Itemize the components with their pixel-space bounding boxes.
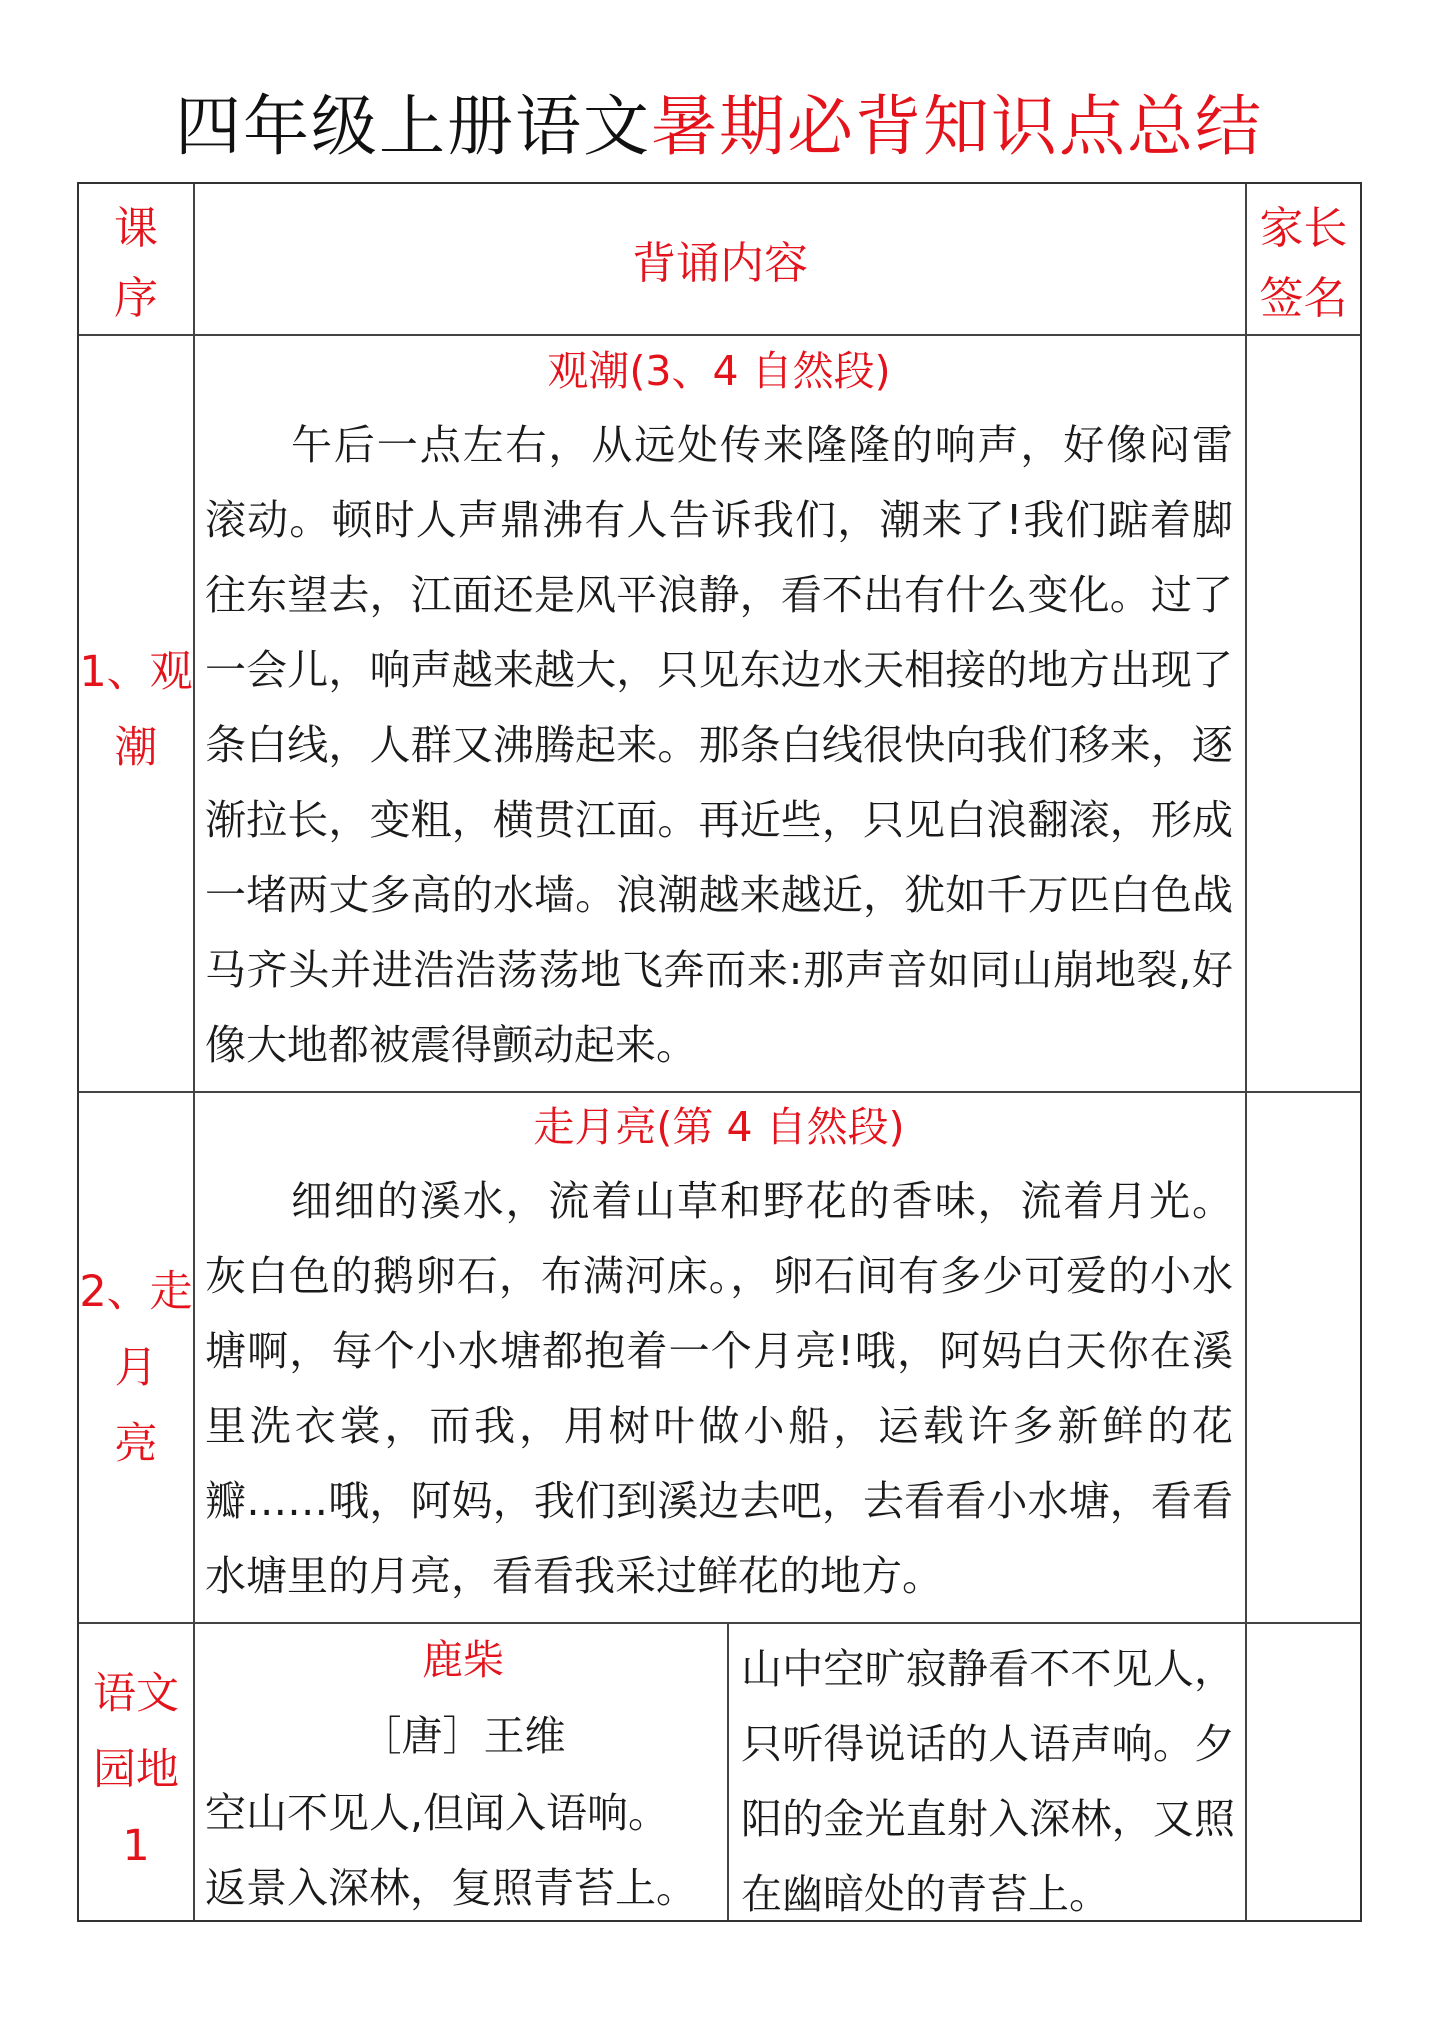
header-content: 背诵内容 xyxy=(632,238,808,289)
poem-line: 返景入深林，复照青苔上。 xyxy=(205,1864,697,1912)
poem-line: 空山不见人,但闻入语响。 xyxy=(205,1789,670,1837)
parent-sign-cell[interactable] xyxy=(1247,1093,1360,1622)
recitation-table xyxy=(77,182,1362,1922)
table-rule xyxy=(79,334,1360,336)
section-title: 观潮(3、4 自然段) xyxy=(547,347,891,395)
lesson-label-line: 1 xyxy=(122,1821,150,1871)
recitation-content xyxy=(205,344,1233,1083)
passage-text: 午后一点左右，从远处传来隆隆的响声，好像闷雷滚动。顿时人声鼎沸有人告诉我们，潮来了!我们踮着脚往东望去，江面还是风平浪静，看不出有什么变化。过了一会儿，响声越来越大，只见东边水天相接的地方出现了条白线，人群又沸腾起来。那条白线很快向我们移来，逐渐拉长，变粗，横贯江面。再近些，只见白浪翻滚，形成一堵两丈多高的水墙。浪潮越来越近，犹如千万匹白色战马齐头并进浩浩荡荡地飞奔而来:那声音如同山崩地裂,好像大地都被震得颤动起来。 xyxy=(205,421,1233,1069)
title-black-part: 四年级上册语文 xyxy=(175,88,651,165)
header-order-line: 课 xyxy=(114,203,158,254)
lesson-label xyxy=(79,1254,193,1482)
header-sign-line: 签名 xyxy=(1259,273,1348,324)
table-rule xyxy=(79,1622,1360,1624)
header-order-line: 序 xyxy=(114,273,158,324)
title-red-part: 暑期必背知识点总结 xyxy=(651,88,1263,165)
lesson-label-line: 语文 xyxy=(93,1669,179,1719)
lesson-label-line: 2、走 xyxy=(79,1267,193,1317)
parent-sign-cell[interactable] xyxy=(1247,1624,1360,1920)
lesson-label xyxy=(79,1656,193,1884)
lesson-label-line: 1、观 xyxy=(79,647,193,697)
lesson-label xyxy=(79,634,193,786)
header-order xyxy=(79,194,193,334)
lesson-label-line: 亮 xyxy=(114,1419,158,1469)
poem-cell xyxy=(205,1630,721,1926)
parent-sign-cell[interactable] xyxy=(1247,336,1360,1091)
poem-translation: 山中空旷寂静看不不见人，只听得说话的人语声响。夕阳的金光直射入深林，又照在幽暗处的青苔上。 xyxy=(741,1645,1235,1918)
header-sign-line: 家长 xyxy=(1259,203,1348,254)
table-rule xyxy=(79,1091,1360,1093)
lesson-label-line: 月 xyxy=(114,1343,158,1393)
lesson-label-line: 潮 xyxy=(114,723,158,773)
section-title: 走月亮(第 4 自然段) xyxy=(533,1103,905,1151)
table-rule xyxy=(193,184,195,1920)
recitation-content xyxy=(205,1100,1233,1614)
passage-text: 细细的溪水，流着山草和野花的香味，流着月光。灰白色的鹅卵石，布满河床。，卵石间有多少可爱的小水塘啊，每个小水塘都抱着一个月亮!哦，阿妈白天你在溪里洗衣裳，而我，用树叶做小船，运载许多新鲜的花瓣……哦，阿妈，我们到溪边去吧，去看看小水塘，看看水塘里的月亮，看看我采过鲜花的地方。 xyxy=(205,1177,1233,1600)
table-rule xyxy=(727,1624,729,1920)
poem-author: ［唐］王维 xyxy=(360,1712,566,1760)
poem-title: 鹿柴 xyxy=(422,1636,504,1684)
header-sign xyxy=(1247,194,1360,334)
lesson-label-line: 园地 xyxy=(93,1745,179,1795)
page-title xyxy=(0,82,1438,172)
